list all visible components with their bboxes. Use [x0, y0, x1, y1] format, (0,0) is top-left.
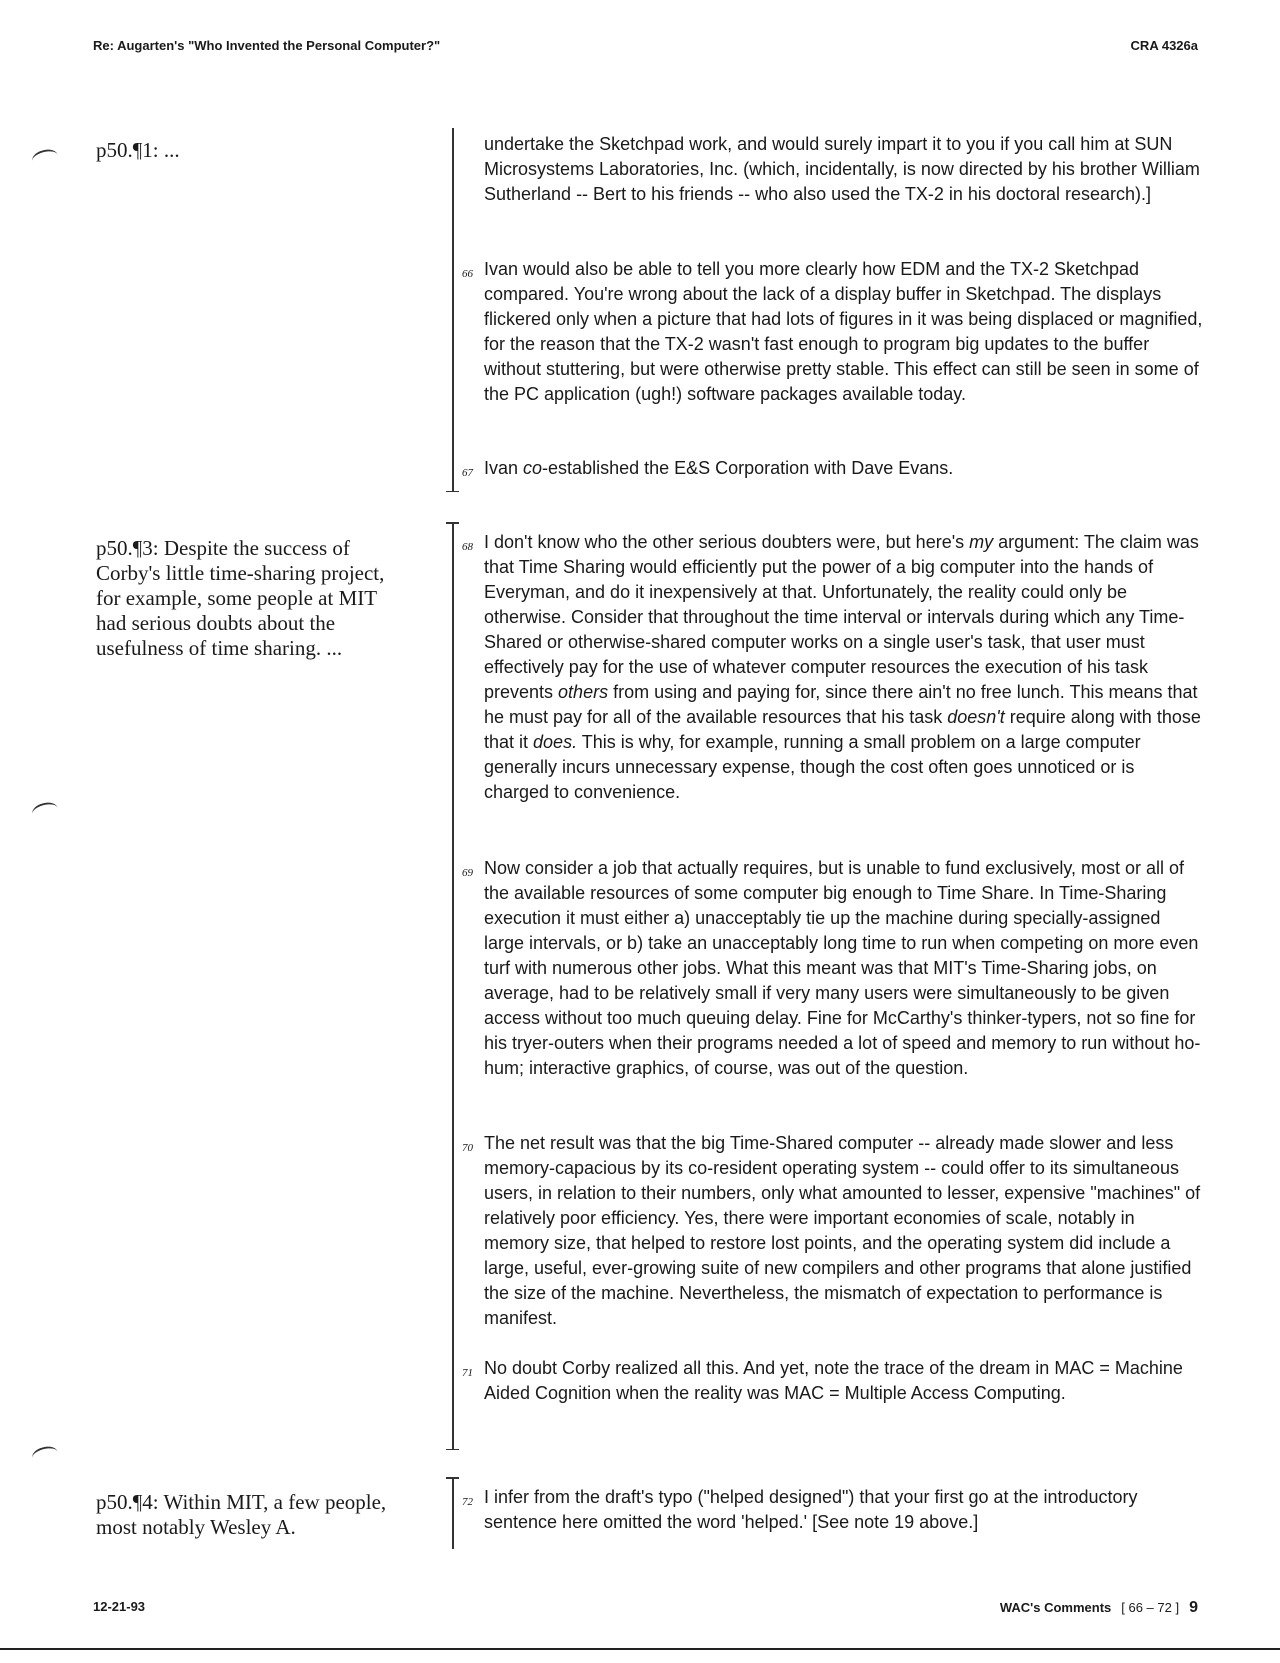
paragraph-number: 67 [462, 467, 473, 479]
comment-paragraph-69 [462, 856, 1204, 1081]
quoted-excerpt-p50-3: p50.¶3: Despite the success of Corby's little time-sharing project, for example, some people at MIT had serious doubts about the usefulness of time sharing. ... [96, 536, 385, 660]
comment-paragraph-72 [462, 1485, 1204, 1535]
comment-paragraph-65-continued [484, 132, 1204, 207]
footer-label: WAC's Comments [999, 1600, 1112, 1615]
paragraph-text: Ivan would also be able to tell you more clearly how EDM and the TX-2 Sketchpad compared. You're wrong about the lack of a display buffer in Sketchpad. The displays flickered only when a picture that had lots of figures in it was being displaced or magnified, for the reason that the TX-2 wasn't fast enough to program big updates to the buffer without stuttering, but were otherwise pretty stable. This effect can still be seen in some of the PC application (ugh!) software packages available today. [484, 259, 1203, 404]
comment-paragraph-70 [462, 1131, 1204, 1331]
comment-paragraph-68 [462, 530, 1204, 805]
paragraph-text: Ivan co-established the E&S Corporation with Dave Evans. [484, 458, 954, 478]
comment-paragraph-66 [462, 257, 1204, 407]
footer-info [1000, 1599, 1198, 1617]
comment-bracket [446, 128, 460, 492]
paragraph-number: 68 [462, 541, 473, 553]
running-header-title: Re: Augarten's "Who Invented the Personal Computer?" [93, 38, 441, 53]
paragraph-number: 70 [462, 1142, 473, 1154]
comment-paragraph-71 [462, 1356, 1204, 1406]
paragraph-number: 72 [462, 1496, 473, 1508]
quoted-excerpt-p50-4: p50.¶4: Within MIT, a few people, most notably Wesley A. [96, 1490, 387, 1539]
paragraph-text: The net result was that the big Time-Shared computer -- already made slower and less memory-capacious by its co-resident operating system -- could offer to its simultaneous users, in relation to their numbers, only what amounted to lesser, expensive "machines" of relatively poor efficiency. Yes, there were important economies of scale, notably in memory size, that helped to restore lost points, and the operating system did include a large, useful, ever-growing suite of new compilers and other programs that alone justified the size of the machine. Nevertheless, the mismatch of expectation to performance is manifest. [484, 1133, 1201, 1328]
paragraph-text: undertake the Sketchpad work, and would surely impart it to you if you call him at SUN Microsystems Laboratories, Inc. (which, incidentally, is now directed by his brother William Sutherland -- Bert to his friends -- who also used the TX-2 in his doctoral research).] [484, 134, 1200, 204]
footer-note-range: [ 66 – 72 ] [1121, 1600, 1180, 1615]
paragraph-number: 66 [462, 268, 473, 280]
margin-check-mark [30, 1444, 59, 1466]
comment-paragraph-67 [462, 456, 1204, 481]
paragraph-number: 69 [462, 867, 473, 879]
page-number: 9 [1189, 1599, 1198, 1616]
document-id: CRA 4326a [1130, 38, 1198, 53]
paragraph-text: No doubt Corby realized all this. And yet, note the trace of the dream in MAC = Machine Aided Cognition when the reality was MAC = Multiple Access Computing. [484, 1358, 1183, 1403]
bottom-rule [0, 1648, 1280, 1650]
paragraph-text: I infer from the draft's typo ("helped designed") that your first go at the introductory sentence here omitted the word 'helped.' [See note 19 above.] [484, 1487, 1138, 1532]
quoted-excerpt-p50-1: p50.¶1: ... [96, 138, 180, 162]
footer-date: 12-21-93 [93, 1599, 146, 1614]
comment-bracket [446, 522, 460, 1450]
paragraph-number: 71 [462, 1367, 473, 1379]
comment-bracket [446, 1477, 460, 1549]
paragraph-text: I don't know who the other serious doubters were, but here's my argument: The claim was that Time Sharing would efficiently put the power of a big computer into the hands of Everyman, and do it inexpensively at that. Unfortunately, the reality could only be otherwise. Consider that throughout the time interval or intervals during which any Time-Shared or otherwise-shared computer works on a single user's task, that user must effectively pay for the use of whatever computer resources the execution of his task prevents others from using and paying for, since there ain't no free lunch. This means that he must pay for all of the available resources that his task doesn't require along with those that it does. This is why, for example, running a small problem on a large computer generally incurs unnecessary expense, though the cost often goes unnoticed or is charged to convenience. [484, 532, 1201, 802]
margin-check-mark [30, 147, 59, 169]
paragraph-text: Now consider a job that actually requires, but is unable to fund exclusively, most or all of the available resources of some computer big enough to Time Share. In Time-Sharing execution it must either a) unacceptably tie up the machine during specially-assigned large intervals, or b) take an unacceptably long time to run when competing on more even turf with numerous other jobs. What this meant was that MIT's Time-Sharing jobs, on average, had to be relatively small if very many users were simultaneously to be given access without too much queuing delay. Fine for McCarthy's thinker-typers, not so fine for his tryer-outers when their programs needed a lot of speed and memory to run without ho-hum; interactive graphics, of course, was out of the question. [484, 858, 1201, 1078]
margin-check-mark [30, 800, 59, 822]
